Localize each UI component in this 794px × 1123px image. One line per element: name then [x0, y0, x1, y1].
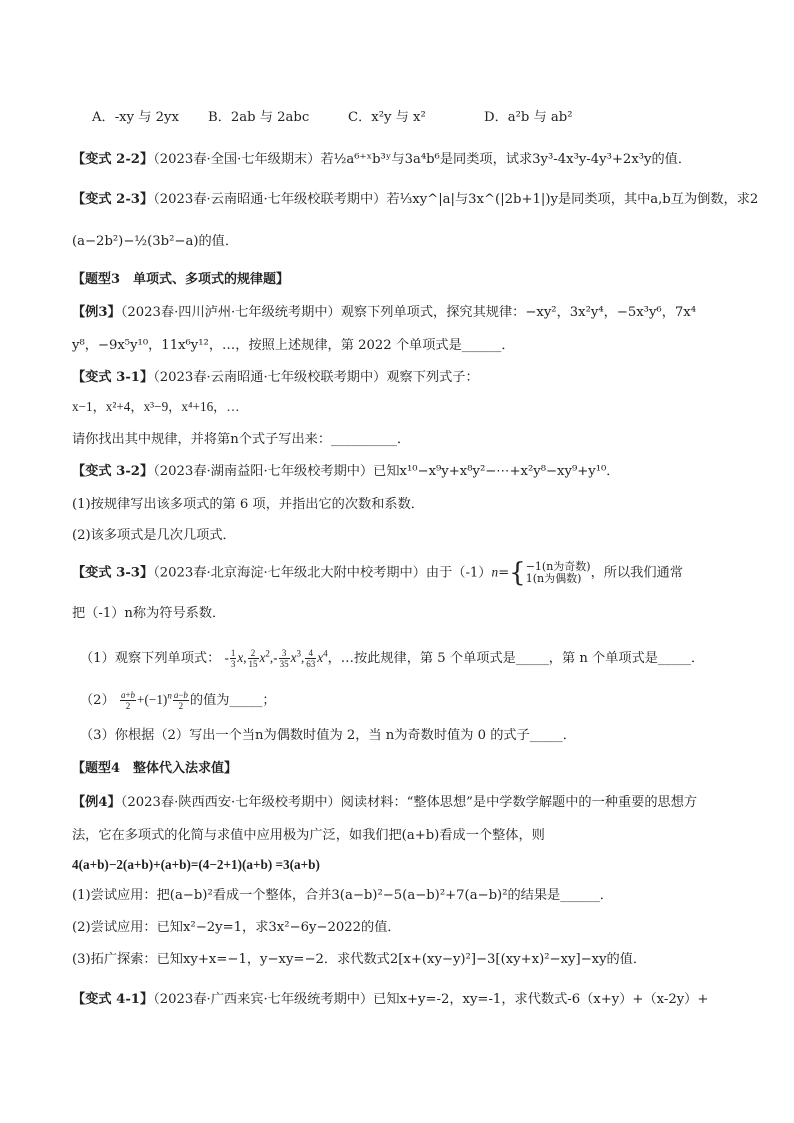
example-source: （2023春·四川泸州·七年级统考期中）: [120, 305, 341, 320]
sign-coefficient-expression: $\frac{a+b}{2}$ $+(-1)^n$ $\frac{a-b}{2}$: [120, 690, 188, 711]
variant-2-3: [72, 190, 759, 210]
q2-prefix: （2）: [80, 693, 115, 709]
option-a: A．-xy 与 2yx: [92, 110, 179, 125]
variant-text: 观察下列式子：: [386, 370, 479, 385]
option-d: D．a²b 与 ab²: [484, 110, 573, 125]
variant-text-end: ，所以我们通常: [590, 565, 683, 581]
variant-text: 若½a⁶⁺ˣb³ʸ与3a⁴b⁶是同类项，试求3y³-4x³y-4y³+2x³y的值．: [320, 152, 692, 167]
variant-3-2: [72, 462, 734, 482]
example-label: 【例4】: [72, 795, 121, 810]
option-c: C．x²y 与 x²: [348, 110, 426, 125]
variant-text: 由于（-1）: [425, 565, 492, 581]
example-source: （2023春·陕西西安·七年级校考期中）: [120, 795, 341, 810]
example-3: [72, 303, 734, 323]
section-heading-3: 【题型3 单项式、多项式的规律题】: [72, 272, 290, 287]
monomial-sequence: - $\frac{1}{3}$ x, $\frac{2}{15}$ $x^2,-$ $\frac{3}{35}$ $x^3$, $\frac{4}{63}$ $x^4$: [224, 648, 328, 669]
q1-prefix: （1）观察下列单项式：: [80, 651, 221, 667]
example-text: 阅读材料：“整体思想”是中学数学解题中的一种重要的思想方: [340, 795, 698, 810]
variant-label: 【变式 2-2】: [72, 152, 154, 167]
example-text: 观察下列单项式，探究其规律：−xy²，3x²y⁴，−5x³y⁶，7x⁴: [340, 305, 696, 320]
variable-n: n: [491, 564, 499, 580]
variant-label: 【变式 3-1】: [72, 370, 154, 385]
example-3-cont: y⁸，−9x⁵y¹⁰，11x⁶y¹²，…，按照上述规律，第 2022 个单项式是______．: [72, 338, 515, 353]
variant-text: 若⅓xy^|a|与3x^(|2b+1|)y是同类项，其中a,b互为倒数，求2: [386, 192, 759, 207]
variant-source: （2023春·云南昭通·七年级校联考期中）: [153, 192, 387, 207]
option-b: B．2ab 与 2abc: [208, 110, 310, 125]
case-even: 1(n为偶数): [525, 572, 582, 585]
q1-suffix: ，…按此规律，第 5 个单项式是_____，第 n 个单项式是_____．: [327, 651, 705, 667]
variant-text: 已知x+y=-2，xy=-1，求代数式-6（x+y）+（x-2y）+: [373, 992, 709, 1007]
example-4-cont: 法，它在多项式的化简与求值中应用极为广泛，如我们把(a+b)看成一个整体，则: [72, 828, 545, 843]
variant-text: 已知x¹⁰−x⁹y+x⁸y²−⋯+x²y⁸−xy⁹+y¹⁰．: [373, 464, 620, 479]
section-heading-4: 【题型4 整体代入法求值】: [72, 761, 238, 776]
brace-symbol: {: [509, 558, 526, 588]
variant-3-3-cont: 把（-1）n称为符号系数．: [72, 606, 226, 621]
example-label: 【例3】: [72, 305, 121, 320]
variant-3-1: [72, 368, 734, 388]
variant-2-3-cont: (a−2b²)−½(3b²−a)的值．: [72, 234, 239, 249]
variant-3-2-q2: (2)该多项式是几次几项式．: [72, 528, 236, 543]
variant-label: 【变式 3-2】: [72, 464, 154, 479]
example-4-q3: (3)拓广探索：已知xy+x=−1，y−xy=−2．求代数式2[x+(xy−y)²]−3[(xy+x)²−xy]−xy的值．: [72, 952, 647, 967]
variant-3-1-question: 请你找出其中规律，并将第n个式子写出来：__________．: [72, 432, 411, 447]
variant-3-3-q2: [80, 690, 734, 711]
variant-2-2: [72, 150, 734, 170]
variant-label: 【变式 3-3】: [72, 565, 154, 581]
q2-suffix: 的值为_____；: [189, 693, 276, 709]
example-4-q1: (1)尝试应用：把(a−b)²看成一个整体，合并3(a−b)²−5(a−b)²+7(a−b)²的结果是______．: [72, 888, 613, 903]
example-4-q2: (2)尝试应用：已知x²−2y=1，求3x²−6y−2022的值．: [72, 920, 401, 935]
equals-sign: =: [498, 565, 510, 581]
variant-label: 【变式 4-1】: [72, 992, 154, 1007]
example-4: [72, 793, 734, 813]
variant-3-3-q3: （3）你根据（2）写出一个当n为偶数时值为 2，当 n为奇数时值为 0 的式子_____．: [80, 728, 576, 743]
variant-3-3-q1: [80, 648, 734, 669]
piecewise-cases: [526, 561, 591, 585]
variant-source: （2023春·湖南益阳·七年级校考期中）: [153, 464, 374, 479]
variant-label: 【变式 2-3】: [72, 192, 154, 207]
variant-3-2-q1: (1)按规律写出该多项式的第 6 项，并指出它的次数和系数．: [72, 497, 424, 512]
variant-3-1-sequence: x−1，x²+4，x³−9，x⁴+16，…: [72, 399, 240, 414]
case-odd: −1(n为奇数): [525, 560, 591, 573]
variant-source: （2023春·全国·七年级期末）: [153, 152, 321, 167]
variant-source: （2023春·北京海淀·七年级北大附中校考期中）: [153, 565, 426, 581]
variant-source: （2023春·广西来宾·七年级统考期中）: [153, 992, 374, 1007]
example-4-equation: 4(a+b)−2(a+b)+(a+b)=(4−2+1)(a+b) =3(a+b): [72, 857, 320, 872]
variant-source: （2023春·云南昭通·七年级校联考期中）: [153, 370, 387, 385]
variant-4-1: [72, 990, 734, 1010]
variant-3-3: [72, 560, 734, 590]
